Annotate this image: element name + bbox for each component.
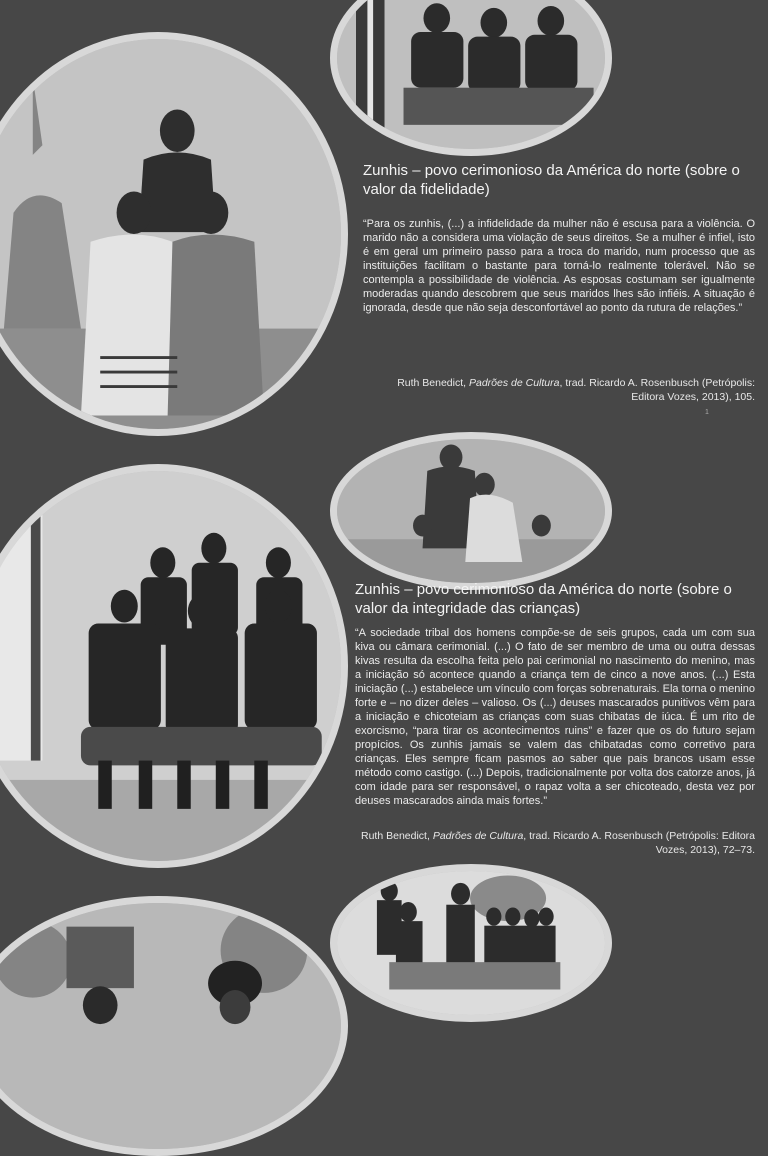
photo-bottom-left-image — [0, 903, 341, 1149]
photo-bottom-left — [0, 896, 348, 1156]
photo-zuni-children-image — [337, 439, 605, 583]
photo-zuni-women — [0, 32, 348, 436]
photo-group-standing — [330, 864, 612, 1022]
photo-group-standing-image — [337, 871, 605, 1015]
photo-zuni-women-image — [0, 39, 341, 429]
slide-2-title: Zunhis – povo cerimonioso da América do norte (sobre o valor da integridade das crianças) — [355, 581, 732, 617]
citation-details: , trad. Ricardo A. Rosenbusch (Petrópolis: Editora Vozes, 2013), 105. — [559, 377, 755, 403]
citation-author: Ruth Benedict, — [361, 830, 430, 842]
photo-zuni-men-image — [0, 471, 341, 861]
slide-2-citation — [355, 830, 755, 857]
page-number: 1 — [705, 409, 709, 416]
photo-zuni-children — [330, 432, 612, 590]
citation-details: , trad. Ricardo A. Rosenbusch (Petrópolis: Editora Vozes, 2013), 72–73. — [523, 830, 755, 856]
slide-2-quote: “A sociedade tribal dos homens compõe-se de seis grupos, cada um com sua kiva ou câmara cerimonial. (...) O fato de ser membro de uma ou outra dessas kivas resulta da escolha feita pelo pai cerimonial no nascimento do menino, mas a iniciação só acontece quando a criança tem de cinco a nove anos. (...) Esta iniciação (...) estabelece um vínculo com forças sobrenaturais. Ela torna o menino forte e – no dizer deles – valioso. Os (...) deuses mascarados punitivos vêm para a iniciação e chicoteiam as crianças com suas chibatas de iúca. É um rito de exorcismo, “para tirar os acontecimentos ruins” e fazer que os do futuro sejam propícios. Os zunhis jamais se valem das chibatadas como corretivo para crianças. Eles sempre ficam pasmos ao saber que pais brancos usam esse método como castigo. (...) Depois, tradicionalmente por volta dos catorze anos, já com idade para ser responsável, o rapaz volta a ser chicoteado, desta vez por deuses mascarados ainda mais fortes.” — [355, 627, 755, 807]
slide-1-quote: “Para os zunhis, (...) a infidelidade da mulher não é escusa para a violência. O marido não a considera uma violação de seus direitos. Se a mulher é infiel, isto é em geral um primeiro passo para a troca do marido, num processo que as instituições facilitam o bastante para torná-lo realmente tolerável. Não se contempla a possibilidade de violência. As esposas costumam ser igualmente moderadas quando descobrem que seus maridos lhes são infiéis. A situação é ignorada, desde que não seja desconfortável ao ponto da rutura de relações.” — [363, 218, 755, 314]
photo-zuni-men — [0, 464, 348, 868]
photo-zuni-group-top — [330, 0, 612, 156]
citation-book: Padrões de Cultura — [469, 377, 560, 389]
citation-author: Ruth Benedict, — [397, 377, 467, 389]
citation-book: Padrões de Cultura — [432, 830, 524, 842]
photo-zuni-group-top-image — [337, 0, 605, 149]
slide-1-title: Zunhis – povo cerimonioso da América do norte (sobre o valor da fidelidade) — [363, 162, 740, 198]
slide-1-citation — [363, 377, 755, 404]
